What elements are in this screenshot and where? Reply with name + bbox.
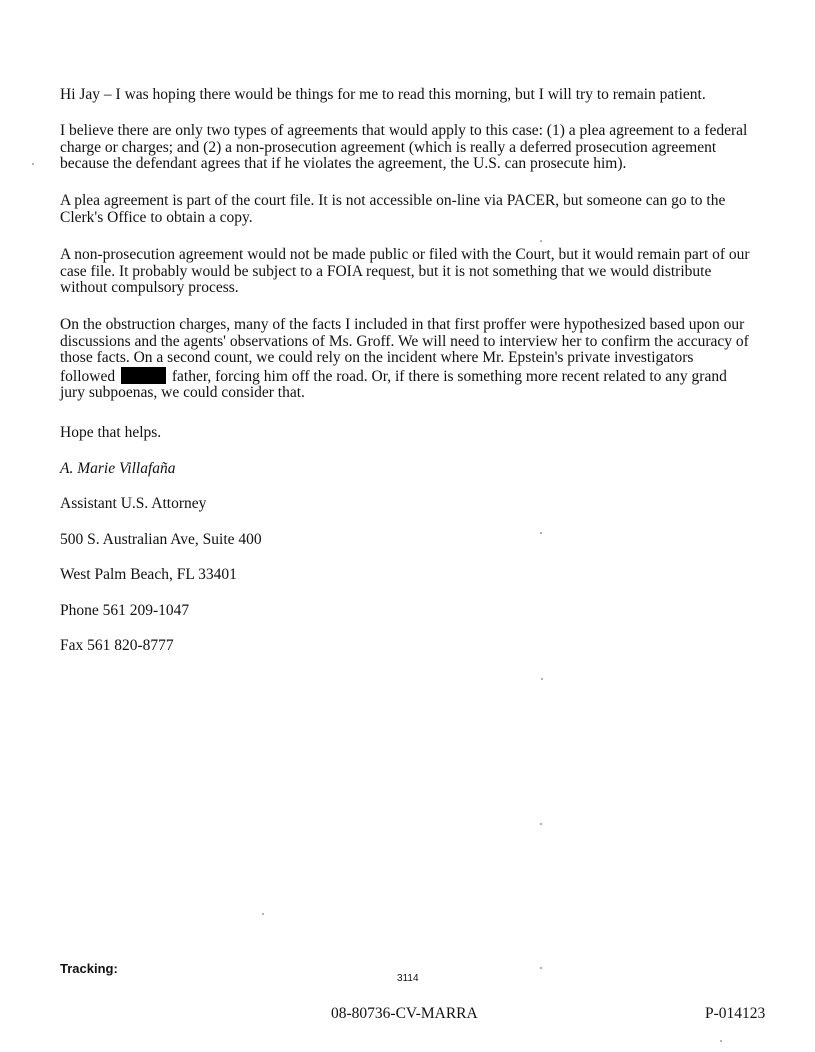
plea-agreement-paragraph	[60, 193, 760, 226]
scan-speck	[262, 913, 264, 915]
closing-line	[60, 425, 760, 442]
tracking-label: Tracking:	[60, 961, 118, 976]
scan-speck	[540, 967, 542, 969]
scan-speck	[32, 163, 34, 165]
paragraph-line-with-redaction	[60, 367, 760, 386]
signature-title	[60, 496, 760, 513]
signature-name-text: A. Marie Villafaña	[60, 460, 176, 477]
page-number: 3114	[397, 973, 419, 984]
paragraph-line: A non-prosecution agreement would not be made public or filed with the Court, but it would remain part of our	[60, 246, 750, 263]
address-line-1	[60, 532, 760, 549]
fax-text: Fax 561 820-8777	[60, 637, 174, 654]
fax-line	[60, 638, 760, 655]
paragraph-line: I believe there are only two types of agreements that would apply to this case: (1) a plea agreement to a federal	[60, 122, 748, 139]
paragraph-line: charge or charges; and (2) a non-prosecution agreement (which is really a deferred prosecution agreement	[60, 138, 717, 156]
paragraph-line: because the defendant agrees that if he violates the agreement, the U.S. can prosecute him).	[60, 155, 627, 172]
non-prosecution-paragraph	[60, 247, 760, 297]
paragraph-line: A plea agreement is part of the court file. It is not accessible on-line via PACER, but someone can go to the	[60, 192, 726, 209]
agreements-paragraph	[60, 123, 760, 173]
paragraph-line: case file. It probably would be subject to a FOIA request, but it is not something that we would distribute	[60, 262, 712, 280]
redaction-box	[121, 367, 166, 384]
scan-speck	[540, 532, 542, 534]
case-number: 08-80736-CV-MARRA	[331, 1005, 478, 1022]
paragraph-line: jury subpoenas, we could consider that.	[60, 384, 305, 401]
signature-title-text: Assistant U.S. Attorney	[60, 495, 207, 512]
paragraph-line: On the obstruction charges, many of the facts I included in that first proffer were hypothesized based upon our	[60, 316, 745, 333]
paragraph-line: those facts. On a second count, we could rely on the incident where Mr. Epstein's private investigators	[60, 349, 694, 366]
scan-speck	[541, 678, 543, 680]
paragraph-line: Clerk's Office to obtain a copy.	[60, 208, 253, 226]
phone-text: Phone 561 209-1047	[60, 602, 190, 619]
bates-number: P-014123	[705, 1005, 766, 1022]
greeting-line: Hi Jay – I was hoping there would be things for me to read this morning, but I will try to remain patient.	[60, 86, 706, 103]
paragraph-line: discussions and the agents' observations of Ms. Groff. We will need to interview her to confirm the accuracy of	[60, 332, 749, 350]
scan-speck	[540, 823, 542, 825]
scan-speck	[720, 1040, 722, 1042]
obstruction-paragraph	[60, 317, 760, 402]
text-after-redaction: father, forcing him off the road. Or, if there is something more recent related to any grand	[171, 367, 727, 385]
greeting-paragraph	[60, 87, 760, 104]
text-before-redaction: followed	[60, 367, 116, 385]
address-line-1-text: 500 S. Australian Ave, Suite 400	[60, 531, 262, 548]
paragraph-line: without compulsory process.	[60, 279, 239, 296]
closing-text: Hope that helps.	[60, 424, 162, 441]
address-line-2-text: West Palm Beach, FL 33401	[60, 566, 237, 583]
scan-speck	[540, 240, 542, 242]
phone-line	[60, 603, 760, 620]
signature-name	[60, 461, 760, 478]
address-line-2	[60, 567, 760, 584]
